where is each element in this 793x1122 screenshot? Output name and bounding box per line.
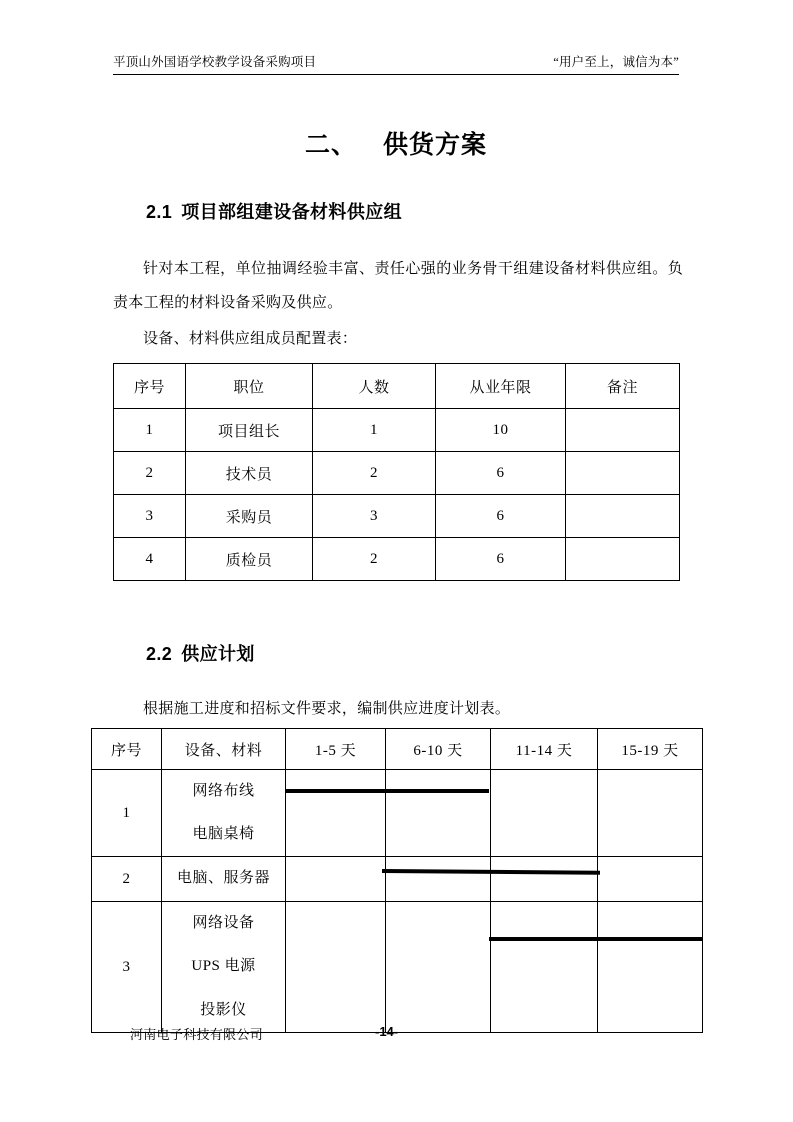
gantt-cell-6-10: [386, 857, 491, 902]
cell-position: 技术员: [186, 452, 313, 495]
gantt-cell-6-10: [386, 902, 491, 1033]
cell-years: 6: [436, 538, 566, 581]
section-heading-2-1: [146, 198, 402, 224]
table-header-row: [114, 364, 680, 409]
cell-remark: [566, 409, 680, 452]
cell-position: 质检员: [186, 538, 313, 581]
staff-configuration-table: [113, 363, 680, 581]
gantt-cell-1-5: [286, 857, 386, 902]
table-row: [92, 770, 703, 857]
table-row: [92, 857, 703, 902]
section-number-2-2: 2.2: [146, 644, 173, 664]
gantt-bar-row-1: [285, 789, 489, 793]
cell-no: 4: [114, 538, 186, 581]
column-header-years: 从业年限: [436, 364, 566, 409]
table-row: [114, 409, 680, 452]
column-header-remark: 备注: [566, 364, 680, 409]
header-slogan: “用户至上，诚信为本”: [553, 55, 679, 69]
section-title-2-1: 项目部组建设备材料供应组: [181, 202, 403, 222]
section-heading-2-2: [146, 640, 255, 666]
material-item: 投影仪: [200, 1001, 247, 1018]
cell-position: 采购员: [186, 495, 313, 538]
cell-remark: [566, 538, 680, 581]
header-project-title: 平顶山外国语学校教学设备采购项目: [113, 55, 317, 69]
table-row: [114, 538, 680, 581]
gantt-cell-15-19: [598, 857, 703, 902]
page-header: [113, 52, 679, 75]
column-header-material: 设备、材料: [162, 729, 286, 770]
material-item: 电脑桌椅: [192, 825, 255, 842]
cell-no: 1: [92, 770, 162, 857]
material-item: 网络设备: [192, 915, 255, 932]
supply-schedule-table: [91, 728, 703, 1033]
paragraph-staff-table-caption: 设备、材料供应组成员配置表：: [143, 331, 358, 347]
gantt-cell-11-14: [491, 770, 598, 857]
gantt-bar-row-3: [489, 937, 702, 941]
gantt-cell-11-14: [491, 857, 598, 902]
gantt-cell-1-5: [286, 770, 386, 857]
column-header-days-15-19: 15-19 天: [598, 729, 703, 770]
cell-years: 10: [436, 409, 566, 452]
material-item: 电脑、服务器: [176, 870, 270, 887]
cell-remark: [566, 452, 680, 495]
cell-count: 2: [313, 538, 436, 581]
table-row: [114, 452, 680, 495]
footer-page-number: -14-: [375, 1024, 399, 1039]
page-title-number: 二、: [304, 132, 357, 159]
page-title: [113, 125, 679, 161]
cell-count: 3: [313, 495, 436, 538]
column-header-days-1-5: 1-5 天: [286, 729, 386, 770]
cell-materials: [162, 770, 286, 857]
material-item: 网络布线: [192, 782, 255, 799]
column-header-count: 人数: [313, 364, 436, 409]
table-row: [114, 495, 680, 538]
cell-count: 2: [313, 452, 436, 495]
cell-no: 3: [114, 495, 186, 538]
footer-company-name: 河南电子科技有限公司: [130, 1027, 264, 1042]
table-row: [92, 902, 703, 1033]
column-header-days-11-14: 11-14 天: [491, 729, 598, 770]
cell-years: 6: [436, 495, 566, 538]
paragraph-supply-group-intro: 针对本工程，单位抽调经验丰富、责任心强的业务骨干组建设备材料供应组。负责本工程的材料设备采购及供应。: [113, 261, 683, 311]
cell-years: 6: [436, 452, 566, 495]
table-header-row: [92, 729, 703, 770]
cell-materials: [162, 902, 286, 1033]
cell-count: 1: [313, 409, 436, 452]
cell-materials: [162, 857, 286, 902]
gantt-cell-6-10: [386, 770, 491, 857]
column-header-no: 序号: [92, 729, 162, 770]
column-header-position: 职位: [186, 364, 313, 409]
gantt-cell-11-14: [491, 902, 598, 1033]
column-header-no: 序号: [114, 364, 186, 409]
gantt-cell-15-19: [598, 902, 703, 1033]
material-item: UPS 电源: [191, 958, 256, 975]
cell-remark: [566, 495, 680, 538]
paragraph-schedule-intro: 根据施工进度和招标文件要求，编制供应进度计划表。: [143, 701, 511, 717]
gantt-cell-1-5: [286, 902, 386, 1033]
cell-no: 3: [92, 902, 162, 1033]
gantt-cell-15-19: [598, 770, 703, 857]
section-number-2-1: 2.1: [146, 202, 173, 222]
cell-no: 2: [92, 857, 162, 902]
cell-no: 2: [114, 452, 186, 495]
column-header-days-6-10: 6-10 天: [386, 729, 491, 770]
section-title-2-2: 供应计划: [181, 644, 255, 664]
cell-position: 项目组长: [186, 409, 313, 452]
page-title-text: 供货方案: [383, 132, 488, 159]
cell-no: 1: [114, 409, 186, 452]
